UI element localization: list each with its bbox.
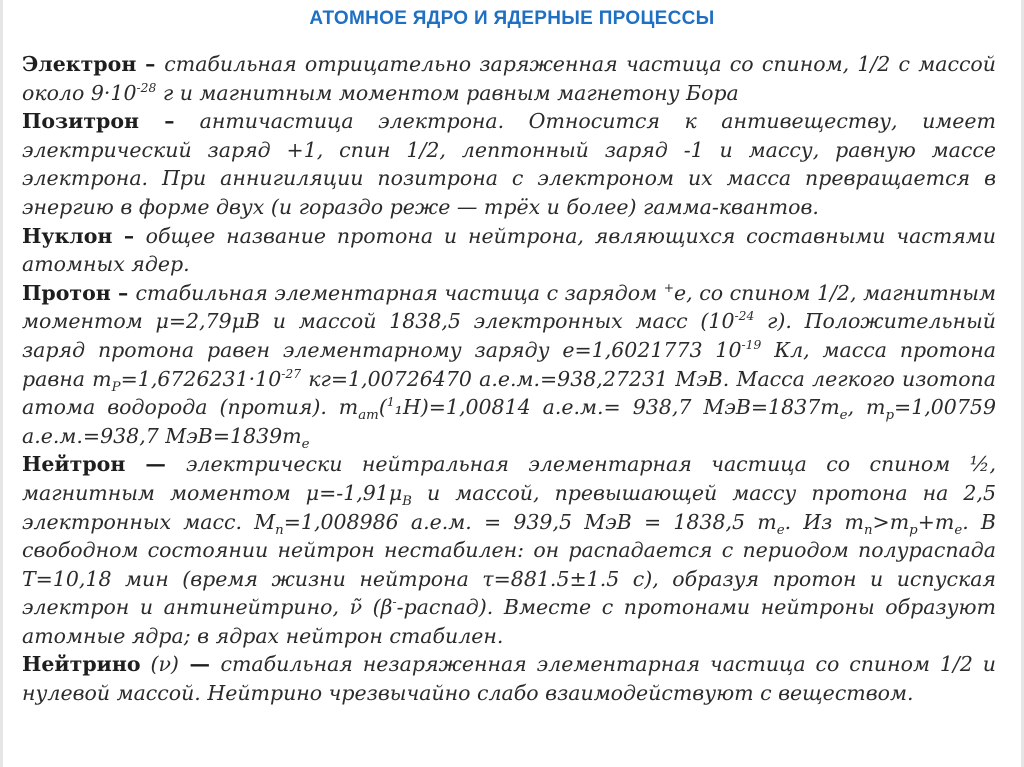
term-neutron: Нейтрон [22, 452, 126, 477]
left-edge [0, 0, 3, 767]
text-span: Кл, масса протона равна m [22, 337, 997, 391]
text-span: ( [378, 395, 387, 420]
term-neutrino: Нейтрино [22, 652, 141, 677]
term-dash: – [112, 223, 146, 248]
neutrino-symbol: (ν) [140, 652, 179, 677]
text-span: ₁H)=1,00814 а.е.м.= 938,7 МэВ=1837m [394, 395, 840, 420]
subscript: e [954, 522, 963, 538]
text-span: >m [872, 509, 910, 534]
text-span: =1,6726231·10 [120, 366, 282, 391]
term-proton: Протон [22, 280, 111, 305]
subscript: e [776, 522, 785, 538]
text-span: электрически нейтральная элементарная частица со спином ½, магнитным моментом μ=-1,91μ [22, 452, 997, 505]
subscript: P [111, 379, 121, 395]
subscript: am [358, 408, 379, 424]
superscript: 1 [386, 395, 395, 410]
term-nucleon: Нуклон [22, 223, 113, 248]
term-electron: Электрон [22, 52, 137, 76]
subscript: p [885, 408, 895, 424]
document-body [22, 50, 996, 708]
text-span: , m [847, 395, 886, 420]
text-span: . Из m [784, 509, 864, 534]
text-span: =1,008986 а.е.м. = 939,5 МэВ = 1838,5 m [283, 509, 777, 534]
paragraph-positron [22, 107, 996, 221]
text-span: стабильная элементарная частица с зарядом [135, 280, 664, 305]
text-span: =1,00759 а.е.м.=938,7 МэВ=1839m [22, 395, 996, 448]
subscript: B [402, 494, 412, 509]
term-dash: – [110, 280, 136, 305]
superscript: -19 [741, 338, 762, 353]
definition-text: стабильная незаряженная элементарная частица со спином 1/2 и нулевой массой. Нейтрино чрезвычайно слабо взаимодействуют с веществом. [22, 652, 996, 706]
superscript: -28 [136, 80, 157, 95]
definition-text [22, 52, 996, 105]
text-span: стабильная отрицательно заряженная частица со спином, 1/2 с массой около 9·10 [22, 52, 996, 105]
subscript: e [301, 436, 310, 452]
term-dash: – [136, 52, 165, 76]
text-span: +m [917, 509, 955, 534]
paragraph-electron [22, 50, 996, 107]
superscript: - [392, 595, 397, 610]
subscript: p [909, 522, 918, 538]
text-span: г и магнитным моментом равным магнетону Бора [156, 80, 739, 105]
text-span: кг=1,00726470 а.е.м.=938,27231 МэВ. Масса легкого изотопа атома водорода (протия). m [22, 366, 996, 420]
superscript: + [663, 280, 674, 295]
paragraph-proton [22, 279, 996, 451]
page-title: АТОМНОЕ ЯДРО И ЯДЕРНЫЕ ПРОЦЕССЫ [309, 8, 715, 29]
text-span: е, со спином 1/2, магнитным моментом μ=2,79μB и массой 1838,5 электронных масс (10 [22, 280, 996, 334]
text-span: . В свободном состоянии нейтрон нестабилен: он распадается с периодом полураспада T=10,18 мин (время жизни нейтрона τ=881.5±1.5 с), образуя протон и испуская электрон и антинейтрино, ν̃ (β [22, 509, 996, 620]
term-dash: — [178, 652, 221, 677]
text-span: г). Положительный заряд протона равен элементарному заряду е=1,6021773 10 [22, 309, 996, 362]
definition-text [22, 452, 996, 648]
term-dash: — [125, 452, 186, 477]
definition-text [22, 280, 997, 452]
subscript: e [839, 408, 848, 424]
superscript: -24 [734, 309, 755, 324]
subscript: n [863, 522, 873, 538]
text-span: и массой, превышающей массу протона на 2,5 электронных масс. M [22, 480, 996, 534]
term-positron: Позитрон [22, 109, 140, 134]
paragraph-nucleon [22, 222, 996, 279]
text-span: -распад). Вместе с протонами нейтроны образуют атомные ядра; в ядрах нейтрон стабилен. [22, 595, 996, 648]
definition-text: общее название протона и нейтрона, являющихся составными частями атомных ядер. [22, 223, 996, 277]
paragraph-neutrino [22, 650, 996, 707]
superscript: -27 [281, 366, 302, 381]
definition-text: античастица электрона. Относится к антивеществу, имеет электрический заряд +1, спин 1/2, лептонный заряд -1 и массу, равную массе электрона. При аннигиляции позитрона с электроном их масса превращается в энергию в форме двух (и гораздо реже — трёх и более) гамма-квантов. [22, 109, 996, 219]
paragraph-neutron [22, 450, 996, 650]
subscript: n [275, 522, 284, 538]
term-dash: – [139, 109, 200, 134]
